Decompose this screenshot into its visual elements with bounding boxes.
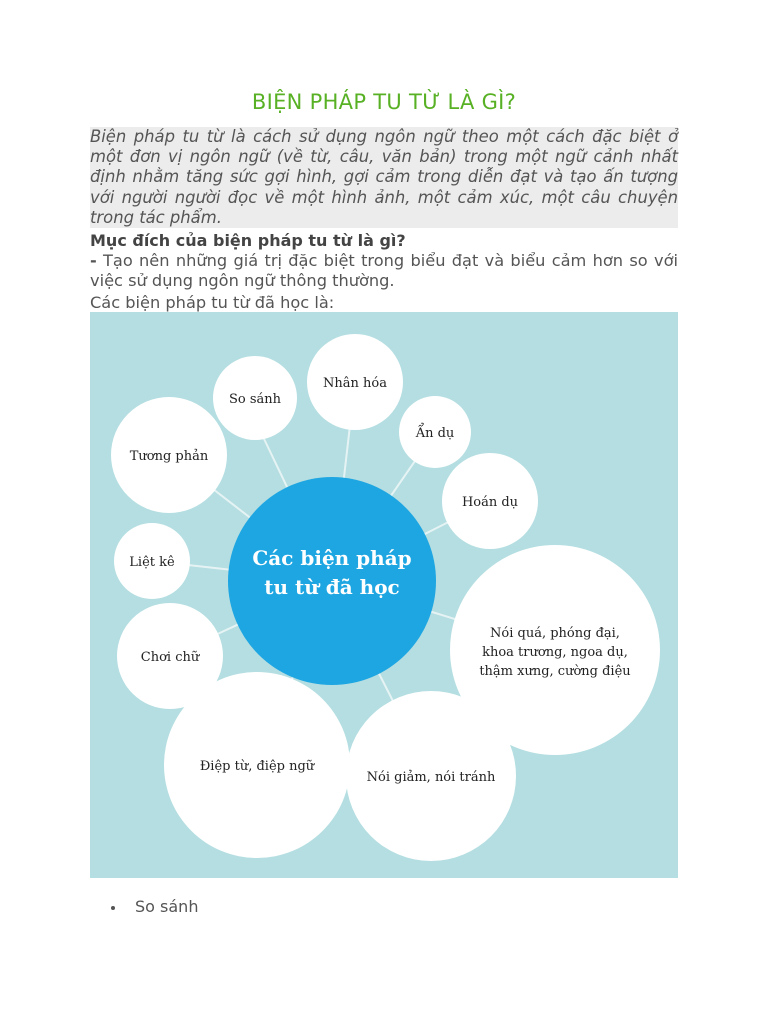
purpose-dash: - <box>90 251 97 270</box>
purpose-heading: Mục đích của biện pháp tu từ là gì? <box>90 231 406 250</box>
list-item <box>108 897 198 916</box>
purpose-paragraph <box>90 251 678 291</box>
bubble-diep-tu <box>164 672 350 858</box>
list-item-label: So sánh <box>135 897 199 916</box>
bullet-list <box>108 897 198 916</box>
bubble-label: Nói quá, phóng đại, <box>490 626 620 641</box>
intro-paragraph: Biện pháp tu từ là cách sử dụng ngôn ngữ theo một cách đặc biệt ở một đơn vị ngôn ngữ (về từ, câu, văn bản) trong một ngữ cảnh nhất định nhằm tăng sức gợi hình, gợi cảm trong diễn đạt và tạo ấn tượng với người người đọc về một hình ảnh, một cảm xúc, một câu chuyện trong tác phẩm. <box>90 127 678 227</box>
bubble-noi-giam <box>346 691 516 861</box>
diagram-svg <box>90 312 678 878</box>
bubble-label: khoa trương, ngoa dụ, <box>482 645 628 660</box>
bubble-label: Chơi chữ <box>140 650 200 665</box>
learned-label: Các biện pháp tu từ đã học là: <box>90 293 335 312</box>
center-label-line1: Các biện pháp <box>252 546 412 570</box>
bubble-label: Điệp từ, điệp ngữ <box>199 759 315 774</box>
bubble-nhan-hoa <box>307 334 403 430</box>
bubble-label: So sánh <box>228 392 282 407</box>
center-label-line2: tu từ đã học <box>264 575 400 599</box>
bubble-label: Nhân hóa <box>323 376 387 391</box>
purpose-text: Tạo nên những giá trị đặc biệt trong biểu đạt và biểu cảm hơn so với việc sử dụng ngôn ngữ thông thường. <box>90 251 678 290</box>
page-title: BIỆN PHÁP TU TỪ LÀ GÌ? <box>251 90 517 114</box>
bubble-label: Liệt kê <box>129 555 175 570</box>
bubble-an-du <box>399 396 471 468</box>
bubble-so-sanh <box>213 356 297 440</box>
bubble-label: Tương phản <box>129 449 209 464</box>
bubble-label: thậm xưng, cường điệu <box>479 664 631 679</box>
bubble-label: Hoán dụ <box>461 495 519 510</box>
bubble-hoan-du <box>442 453 538 549</box>
bubble-label: Ẩn dụ <box>415 426 455 441</box>
rhetoric-diagram <box>90 312 678 878</box>
bubble-tuong-phan <box>111 397 227 513</box>
bullet-icon <box>111 906 115 910</box>
bubble-liet-ke <box>114 523 190 599</box>
bubble-label: Nói giảm, nói tránh <box>366 770 496 785</box>
